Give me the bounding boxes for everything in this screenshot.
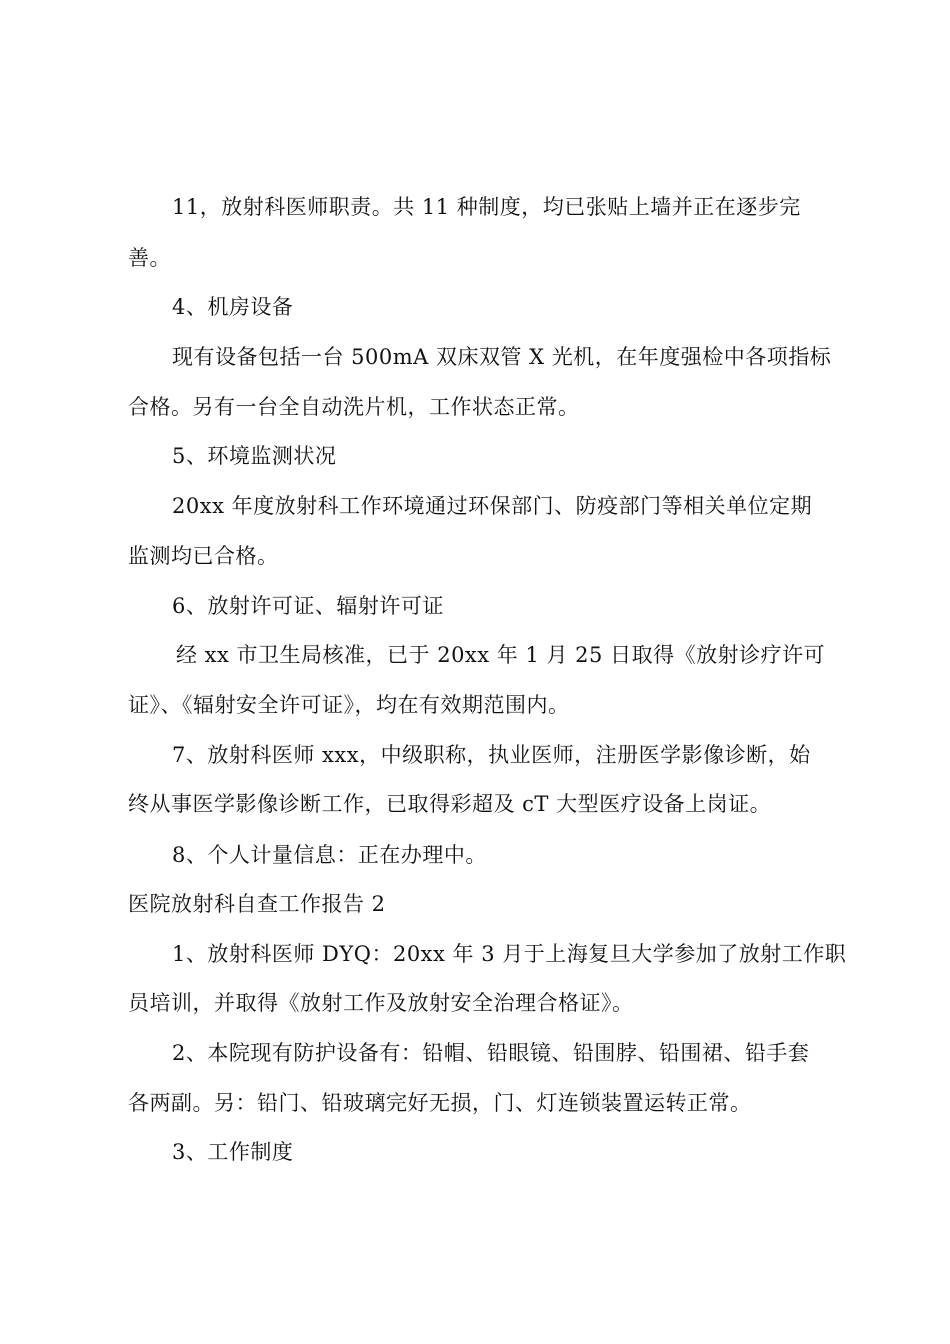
- section-heading: 6、放射许可证、辐射许可证: [172, 594, 444, 618]
- paragraph-line: 各两副。另：铅门、铅玻璃完好无损，门、灯连锁装置运转正常。: [128, 1091, 752, 1115]
- paragraph-line: 2、本院现有防护设备有：铅帽、铅眼镜、铅围脖、铅围裙、铅手套: [172, 1041, 810, 1065]
- paragraph-line: 11，放射科医师职责。共 11 种制度，均已张贴上墙并正在逐步完: [172, 195, 801, 219]
- section-heading: 3、工作制度: [172, 1140, 294, 1164]
- section-heading: 4、机房设备: [172, 295, 294, 319]
- report-title: 医院放射科自查工作报告 2: [128, 892, 386, 916]
- paragraph-line: 20xx 年度放射科工作环境通过环保部门、防疫部门等相关单位定期: [172, 494, 813, 518]
- section-heading: 5、环境监测状况: [172, 444, 337, 468]
- paragraph-line: 经 xx 市卫生局核准，已于 20xx 年 1 月 25 日取得《放射诊疗许可: [176, 643, 826, 667]
- paragraph-line: 监测均已合格。: [128, 544, 279, 568]
- paragraph-line: 8、个人计量信息：正在办理中。: [172, 843, 487, 867]
- paragraph-line: 员培训，并取得《放射工作及放射安全治理合格证》。: [128, 991, 634, 1015]
- paragraph-line: 现有设备包括一台 500mA 双床双管 X 光机，在年度强检中各项指标: [172, 345, 832, 369]
- paragraph-line: 合格。另有一台全自动洗片机，工作状态正常。: [128, 395, 580, 419]
- paragraph-line: 7、放射科医师 xxx，中级职称，执业医师，注册医学影像诊断，始: [172, 743, 811, 767]
- paragraph-line: 终从事医学影像诊断工作，已取得彩超及 cT 大型医疗设备上岗证。: [128, 792, 772, 816]
- paragraph-line: 1、放射科医师 DYQ：20xx 年 3 月于上海复旦大学参加了放射工作职: [172, 942, 847, 966]
- paragraph-line: 善。: [128, 246, 171, 270]
- paragraph-line: 证》、《辐射安全许可证》，均在有效期范围内。: [128, 693, 570, 717]
